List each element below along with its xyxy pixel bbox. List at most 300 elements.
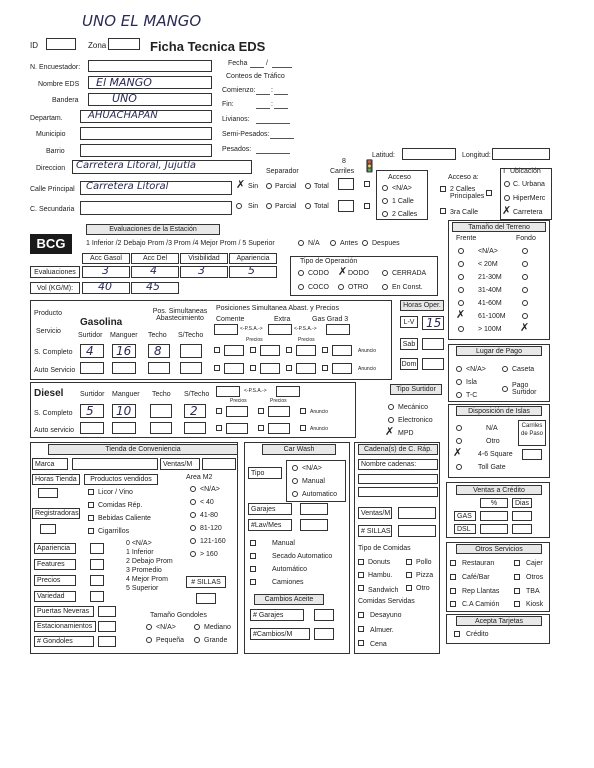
bandera-field[interactable] [88, 93, 212, 106]
frente-60-radio[interactable] [458, 300, 464, 306]
area-120-label: 81-120 [200, 525, 222, 532]
cw-automatico-checkbox[interactable] [250, 566, 256, 572]
gas-scompleto-label: S. Completo [34, 349, 73, 356]
diesel-autoservicio-label: Auto servicio [34, 427, 75, 434]
lv-value: 15 [426, 316, 442, 330]
diesel-scompleto-label: S. Completo [34, 410, 73, 417]
col-acc-gasol: Acc Gasol [82, 253, 130, 264]
sec-total-radio[interactable] [305, 203, 311, 209]
cadena-nombre-field-2[interactable] [358, 487, 438, 497]
gas-auto-anuncio-label: Anuncio [358, 366, 377, 372]
cigarrillos-label: Cigarrillos [98, 528, 130, 535]
area-120-radio[interactable] [190, 525, 196, 531]
op-coco-label: COCO [308, 284, 329, 291]
cw-manual-checkbox[interactable] [250, 540, 256, 546]
estacionamientos-label: Estacionamientos [34, 621, 96, 632]
lav-mes-field[interactable] [300, 519, 328, 531]
carriles-paso-field[interactable] [522, 449, 542, 460]
gas-auto-stecho[interactable] [180, 362, 202, 374]
cafe-checkbox[interactable] [450, 574, 456, 580]
gas-auto-surtidor[interactable] [80, 362, 104, 374]
gas-price-check-3[interactable] [286, 347, 292, 353]
surtidor-electronico-radio[interactable] [388, 417, 394, 423]
apariencia-field[interactable] [90, 543, 104, 554]
gas-price-check-4[interactable] [322, 347, 328, 353]
area-80-radio[interactable] [190, 512, 196, 518]
pago-caseta-radio[interactable] [502, 366, 508, 372]
acceso-na-radio[interactable] [382, 185, 388, 191]
semaforo-secundaria-checkbox[interactable] [364, 203, 370, 209]
gondolas-field[interactable] [98, 636, 116, 647]
diesel-price-check-2[interactable] [258, 408, 264, 414]
gondola-mediano-radio[interactable] [194, 624, 200, 630]
diesel-price-2[interactable] [268, 406, 290, 417]
gas-anuncio-label: Anuncio [358, 348, 377, 354]
psa-label-1: <-P.S.A.-> [240, 326, 263, 332]
gas-price-2[interactable] [260, 345, 280, 356]
gas-auto-check-4[interactable] [322, 365, 328, 371]
otros-checkbox[interactable] [514, 574, 520, 580]
marca-field[interactable] [72, 458, 158, 470]
precios-tienda-field[interactable] [90, 575, 104, 586]
tba-checkbox[interactable] [514, 588, 520, 594]
marca-label: Marca [32, 458, 68, 470]
terreno-20-label: < 20M [478, 261, 498, 268]
gondola-grande-radio[interactable] [194, 637, 200, 643]
cw-camiones-checkbox[interactable] [250, 579, 256, 585]
comidas-label: Comidas Rép. [98, 502, 143, 509]
pago-tc-radio[interactable] [456, 392, 462, 398]
pesados-field[interactable] [256, 153, 290, 154]
op-en-const-radio[interactable] [382, 284, 388, 290]
fondo-40-radio[interactable] [522, 287, 528, 293]
barrio-label: Barrio [46, 148, 65, 155]
scale-2: 2 Debajo Prom [126, 558, 173, 565]
departamento-label: Departam. [30, 115, 63, 122]
separador-parcial-radio[interactable] [266, 183, 272, 189]
sec-parcial-radio[interactable] [266, 203, 272, 209]
cw-na-label: <N/A> [302, 465, 322, 472]
bandera-value: UNO [112, 92, 137, 105]
carriles-principal-field[interactable] [338, 178, 354, 190]
surtidor-col-label: Surtidor [78, 332, 103, 339]
num-garajes-field[interactable] [314, 609, 334, 621]
psa-comente-field[interactable] [214, 324, 238, 335]
fondo-label: Fondo [516, 235, 536, 242]
frente-40-radio[interactable] [458, 287, 464, 293]
op-otro-label: OTRO [348, 284, 369, 291]
gas-stecho-field[interactable] [180, 344, 202, 358]
frente-20-radio[interactable] [458, 261, 464, 267]
diesel-auto-stecho[interactable] [184, 422, 206, 434]
fondo-20-radio[interactable] [522, 261, 528, 267]
area-gt160-label: > 160 [200, 551, 218, 558]
cw-secado-checkbox[interactable] [250, 553, 256, 559]
dos-calles-principales-checkbox[interactable] [440, 186, 446, 192]
hambu-label: Hambu. [368, 572, 393, 579]
terreno-60-label: 41-60M [478, 300, 502, 307]
area-na-radio[interactable] [190, 486, 196, 492]
horas-oper-title: Horas Oper. [400, 300, 444, 311]
op-otro-radio[interactable] [338, 284, 344, 290]
garajes-label: Garajes [248, 503, 292, 515]
cadena-title: Cadena(s) de C. Ráp. [358, 444, 438, 455]
cafe-label: Café/Bar [462, 574, 490, 581]
calle-principal-label: Calle Principal [30, 186, 75, 193]
cadena-sillas-field[interactable] [398, 525, 436, 537]
diesel-auto-check-2[interactable] [258, 425, 264, 431]
cajero-checkbox[interactable] [514, 560, 520, 566]
psa-label-2: <-P.S.A.-> [294, 326, 317, 332]
surtidor-mecanico-label: Mecánico [398, 404, 428, 411]
cw-automatico2-label: Automático [272, 566, 308, 573]
credito-gas-dias[interactable] [512, 511, 532, 521]
diesel-auto-price-1[interactable] [226, 423, 248, 434]
frente-gt100-radio[interactable] [458, 326, 464, 332]
semipesados-field[interactable] [270, 138, 294, 139]
carriles-label: Carriles [330, 168, 355, 175]
cambios-m-field[interactable] [314, 628, 334, 640]
eval-acc-del-value: 4 [150, 264, 157, 277]
hambu-checkbox[interactable] [358, 572, 364, 578]
op-en-const-label: En Const. [392, 284, 423, 291]
islas-toll-label: Toll Gate [478, 464, 506, 471]
diesel-price-1[interactable] [226, 406, 248, 417]
bebidas-checkbox[interactable] [88, 515, 94, 521]
registradoras-field[interactable] [40, 524, 56, 534]
encuestador-field[interactable] [88, 60, 212, 72]
gas-manguer-value: 16 [116, 344, 132, 358]
terreno-100-label: 61-100M [478, 313, 506, 320]
ubicacion-hipermerc-label: HiperMerc [513, 195, 546, 202]
diesel-auto-price-2[interactable] [268, 423, 290, 434]
kiosk-label: Kiosk [526, 601, 544, 608]
cadena-nombre-field-1[interactable] [358, 474, 438, 484]
gas-auto-check-3[interactable] [286, 365, 292, 371]
ubicacion-carretera-label: Carretera [513, 209, 543, 216]
op-codo-radio[interactable] [298, 270, 304, 276]
pollo-checkbox[interactable] [406, 559, 412, 565]
barrio-field[interactable] [80, 144, 212, 157]
stecho-col-label: S/Techo [178, 332, 204, 339]
op-coco-radio[interactable] [298, 284, 304, 290]
cambios-m-label: #Cambios/M [250, 628, 310, 640]
fondo-na-radio[interactable] [522, 248, 528, 254]
gas-price-3[interactable] [296, 345, 316, 356]
producto-label: Producto [34, 310, 63, 317]
sandwich-checkbox[interactable] [358, 585, 364, 591]
dom-field[interactable] [422, 358, 444, 370]
frente-na-radio[interactable] [458, 248, 464, 254]
acceso-extra-checkbox[interactable] [486, 190, 492, 196]
acceso-title: Acceso [388, 174, 411, 181]
comienzo-separator: : [271, 87, 273, 94]
terreno-title: Tamaño del Terreno [452, 222, 546, 232]
tienda-sillas-field[interactable] [196, 593, 216, 604]
diesel-auto-check-1[interactable] [216, 425, 222, 431]
vol-label: Vol (KG/M): [30, 282, 80, 294]
islas-otro-radio[interactable] [456, 438, 462, 444]
acceso-2calles-radio[interactable] [382, 211, 388, 217]
pago-tc-label: T-C [466, 392, 478, 399]
gas-auto-techo[interactable] [148, 362, 170, 374]
gas-price-4[interactable] [332, 345, 352, 356]
separador-total-label: Total [314, 183, 329, 190]
terreno-40-label: 31-40M [478, 287, 502, 294]
diesel-price-check-1[interactable] [216, 408, 222, 414]
manguer-col-label: Manguer [110, 332, 138, 339]
otros-title: Otros Servicios [456, 544, 542, 554]
pago-na-label: <N/A> [466, 366, 486, 373]
precios-label-1: Precios [246, 337, 263, 343]
credito-card-checkbox[interactable] [454, 631, 460, 637]
otro-comida-checkbox[interactable] [406, 585, 412, 591]
islas-46-label: 4-6 Square [478, 451, 513, 458]
variedad-label: Variedad [34, 591, 76, 602]
op-cerrada-label: CERRADA [392, 270, 427, 277]
desayuno-checkbox[interactable] [358, 612, 364, 618]
garajes-field[interactable] [300, 503, 328, 515]
pago-isla-radio[interactable] [456, 379, 462, 385]
gas-auto-check-1[interactable] [214, 365, 220, 371]
restaurant-checkbox[interactable] [450, 560, 456, 566]
precios-label-2: Precios [298, 337, 315, 343]
eval-antes-radio[interactable] [330, 240, 336, 246]
fondo-100-radio[interactable] [522, 313, 528, 319]
evaluaciones-label: Evaluaciones [30, 266, 80, 278]
id-field[interactable] [46, 38, 76, 50]
diesel-anuncio-label: Anuncio [310, 409, 329, 415]
ubicacion-hipermerc-radio[interactable] [504, 195, 510, 201]
ventas-m-field[interactable] [202, 458, 236, 470]
surtidor-mpd-label: MPD [398, 430, 414, 437]
separador-total-radio[interactable] [305, 183, 311, 189]
surtidor-mecanico-radio[interactable] [388, 404, 394, 410]
ca-camion-checkbox[interactable] [450, 601, 456, 607]
restaurant-label: Restauran [462, 560, 495, 567]
gas-auto-price-2[interactable] [260, 363, 280, 374]
variedad-field[interactable] [90, 591, 104, 602]
semaforo-principal-checkbox[interactable] [364, 181, 370, 187]
islas-46-mark: ✗ [453, 446, 463, 459]
tipo-operacion-title: Tipo de Operación [300, 258, 358, 265]
fin-min[interactable] [274, 108, 288, 109]
techo-col-label: Techo [148, 332, 167, 339]
livianos-field[interactable] [256, 123, 290, 124]
longitud-field[interactable] [492, 148, 550, 160]
num-garajes-label: # Garajes [250, 609, 304, 621]
frente-30-radio[interactable] [458, 274, 464, 280]
sec-sin-label: Sin [248, 203, 259, 210]
cajero-label: Cajer [526, 560, 543, 567]
fondo-30-radio[interactable] [522, 274, 528, 280]
diesel-manguer-col: Manguer [112, 391, 140, 398]
almuerzo-label: Almuer. [370, 627, 394, 634]
fin-separator: : [271, 101, 273, 108]
acceso-1calle-radio[interactable] [382, 198, 388, 204]
terreno-na-label: <N/A> [478, 248, 498, 255]
diesel-techo-field[interactable] [150, 404, 172, 418]
vol-diesel-value: 45 [146, 280, 160, 293]
fecha-day[interactable] [250, 67, 264, 68]
pago-na-radio[interactable] [456, 366, 462, 372]
terreno-30-label: 21-30M [478, 274, 502, 281]
credito-pct-label: % [480, 498, 508, 508]
fecha-separator: / [266, 60, 268, 67]
islas-toll-radio[interactable] [456, 464, 462, 470]
eval-scale-text: 1 Inferior /2 Debajo Prom /3 Prom /4 Mejor Prom / 5 Superior [86, 240, 275, 247]
op-dodo-label: DODO [348, 270, 369, 277]
sec-sin-radio[interactable] [236, 203, 242, 209]
ubicacion-urbana-radio[interactable] [504, 181, 510, 187]
puertas-field[interactable] [98, 606, 116, 617]
diesel-auto-techo[interactable] [150, 422, 172, 434]
scale-1: 1 Inferior [126, 549, 154, 556]
diesel-anuncio-check[interactable] [300, 408, 306, 414]
credito-dsl-dias[interactable] [512, 524, 532, 534]
psa-grad-field[interactable] [326, 324, 350, 335]
eval-despues-radio[interactable] [362, 240, 368, 246]
calle-secundaria-field[interactable] [80, 201, 232, 215]
tipo-comidas-label: Tipo de Comidas [358, 545, 411, 552]
fondo-gt100-mark: ✗ [520, 321, 530, 334]
conteos-label: Conteos de Tráfico [226, 73, 285, 80]
gondola-pequena-label: Pequeña [156, 637, 185, 644]
diesel-auto-manguer[interactable] [112, 422, 136, 434]
diesel-auto-anuncio-check[interactable] [300, 425, 306, 431]
gondola-na-radio[interactable] [146, 624, 152, 630]
productos-label: Productos vendidos [84, 474, 158, 485]
area-40-radio[interactable] [190, 499, 196, 505]
tarjetas-title: Acepta Tarjetas [456, 616, 542, 626]
credito-dsl-pct[interactable] [480, 524, 508, 534]
gas-price-1[interactable] [224, 345, 244, 356]
cw-automatico-radio[interactable] [292, 491, 298, 497]
cw-na-radio[interactable] [292, 465, 298, 471]
gasolina-label: Gasolina [80, 317, 123, 328]
gondola-pequena-radio[interactable] [146, 637, 152, 643]
frente-100-mark: ✗ [456, 308, 466, 321]
livianos-label: Livianos: [222, 116, 250, 123]
cena-checkbox[interactable] [358, 640, 364, 646]
comienzo-hour[interactable] [256, 94, 270, 95]
bcg-logo: BCG [30, 234, 72, 254]
gas-auto-price-4[interactable] [332, 363, 352, 374]
sec-parcial-label: Parcial [275, 203, 297, 210]
horas-tienda-field[interactable] [38, 488, 58, 498]
cigarrillos-checkbox[interactable] [88, 528, 94, 534]
municipio-field[interactable] [80, 127, 212, 140]
scale-0: 0 <N/A> [126, 540, 152, 547]
pizza-label: Pizza [416, 572, 434, 579]
op-cerrada-radio[interactable] [382, 270, 388, 276]
eval-antes-label: Antes [340, 240, 358, 247]
scale-5: 5 Superior [126, 585, 159, 592]
gas-price-check-1[interactable] [214, 347, 220, 353]
credito-dsl-label: DSL [454, 524, 476, 534]
area-160-radio[interactable] [190, 538, 196, 544]
comidas-checkbox[interactable] [88, 502, 94, 508]
licor-checkbox[interactable] [88, 489, 94, 495]
features-field[interactable] [90, 559, 104, 570]
carwash-tipo-label: Tipo [248, 467, 282, 479]
tamano-gondolas-label: Tamaño Gondoles [150, 612, 207, 619]
tba-label: TBA [526, 588, 540, 595]
area-gt160-radio[interactable] [190, 551, 196, 557]
eval-visibilidad-value: 3 [198, 264, 205, 277]
latitud-field[interactable] [402, 148, 456, 160]
diesel-psa-field-2[interactable] [276, 386, 300, 397]
lav-mes-label: #Lav/Mes [248, 519, 292, 531]
cadena-nombre-label: Nombre cadenas: [358, 459, 438, 470]
dos-calles-principales-label: 2 Calles Principales [450, 186, 485, 200]
pizza-checkbox[interactable] [406, 572, 412, 578]
pago-isla-label: Isla [466, 379, 477, 386]
islas-na-radio[interactable] [456, 425, 462, 431]
gas-auto-price-1[interactable] [224, 363, 244, 374]
cadena-ventas-field[interactable] [398, 507, 436, 519]
psa-extra-field[interactable] [268, 324, 292, 335]
gas-auto-check-2[interactable] [250, 365, 256, 371]
zona-field[interactable] [108, 38, 140, 50]
otros-label: Otros [526, 574, 544, 581]
diesel-auto-surtidor[interactable] [80, 422, 104, 434]
kiosk-checkbox[interactable] [514, 601, 520, 607]
surtidor-mpd-mark: ✗ [385, 425, 395, 438]
sab-field[interactable] [422, 338, 444, 350]
diesel-psa-label: <-P.S.A.-> [244, 388, 267, 394]
diesel-stecho-col: S/Techo [184, 391, 210, 398]
fondo-60-radio[interactable] [522, 300, 528, 306]
col-visibilidad: Visibilidad [180, 253, 228, 264]
terreno-gt100-label: > 100M [478, 326, 502, 333]
zona-label: Zona [88, 41, 107, 50]
pos-simul-label: Pos. Simultaneas Abastecimiento [152, 308, 208, 322]
col-apariencia: Apariencia [229, 253, 277, 264]
ubicacion-title: Ubicación [510, 168, 541, 175]
calle-principal-value: Carretera Litoral [86, 181, 169, 192]
apariencia-label: Apariencia [34, 543, 76, 554]
rep-llantas-checkbox[interactable] [450, 588, 456, 594]
fecha-month[interactable] [272, 67, 292, 68]
donuts-checkbox[interactable] [358, 559, 364, 565]
diesel-psa-field-1[interactable] [216, 386, 240, 397]
op-codo-label: CODO [308, 270, 329, 277]
gas-price-check-2[interactable] [250, 347, 256, 353]
longitud-label: Longitud: [462, 152, 491, 159]
gondola-grande-label: Grande [204, 637, 228, 644]
comienzo-min[interactable] [274, 94, 288, 95]
gas-surtidor-value: 4 [86, 344, 94, 358]
precios-tienda-label: Precios [34, 575, 76, 586]
fin-hour[interactable] [256, 108, 270, 109]
islas-otro-label: Otro [486, 438, 500, 445]
gas-auto-price-3[interactable] [296, 363, 316, 374]
ca-camion-label: C.A Camión [462, 601, 500, 608]
estacionamientos-field[interactable] [98, 621, 116, 632]
pago-surtidor-radio[interactable] [502, 386, 508, 392]
credito-gas-pct[interactable] [480, 511, 508, 521]
tercera-calle-checkbox[interactable] [440, 208, 446, 214]
gas-auto-manguer[interactable] [112, 362, 136, 374]
tienda-title: Tienda de Conveniencia [48, 444, 238, 455]
carriles-secundaria-field[interactable] [338, 200, 354, 212]
cw-manual-radio[interactable] [292, 478, 298, 484]
eval-na-radio[interactable] [298, 240, 304, 246]
almuerzo-checkbox[interactable] [358, 626, 364, 632]
cambios-aceite-title: Cambios Aceite [254, 594, 324, 605]
sec-total-label: Total [314, 203, 329, 210]
